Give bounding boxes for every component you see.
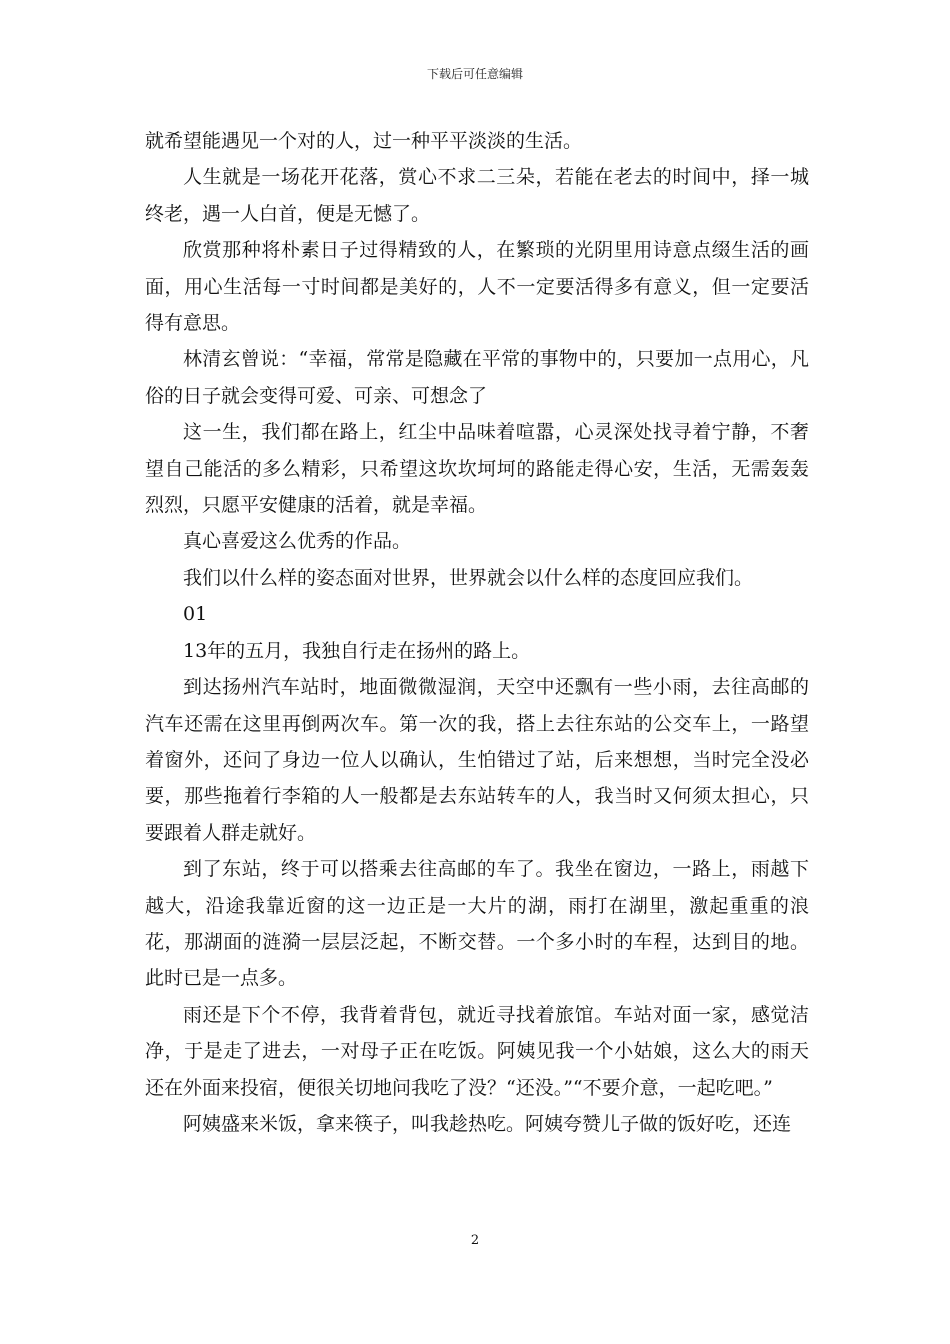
paragraph: 雨还是下个不停，我背着背包，就近寻找着旅馆。车站对面一家，感觉洁净，于是走了进去，一对母子正在吃饭。阿姨见我一个小姑娘，这么大的雨天还在外面来投宿，便很关切地问我吃了没？“还没。”“不要介意，一起吃吧。” — [145, 1003, 809, 1099]
document-body — [145, 123, 809, 1142]
paragraph: 就希望能遇见一个对的人，过一种平平淡淡的生活。 — [145, 130, 583, 152]
paragraph: 真心喜爱这么优秀的作品。 — [183, 530, 412, 553]
paragraph: 人生就是一场花开花落，赏心不求二三朵，若能在老去的时间中，择一城终老，遇一人白首，便是无憾了。 — [145, 166, 809, 225]
paragraph: 13年的五月，我独自行走在扬州的路上。 — [183, 639, 531, 662]
paragraph: 到了东站，终于可以搭乘去往高邮的车了。我坐在窗边，一路上，雨越下越大，沿途我靠近窗的这一边正是一大片的湖，雨打在湖里，激起重重的浪花，那湖面的涟漪一层层泛起，不断交替。一个多小时的车程，达到目的地。此时已是一点多。 — [145, 858, 809, 990]
page-number: 2 — [470, 1233, 480, 1248]
paragraph: 阿姨盛来米饭，拿来筷子，叫我趁热吃。阿姨夸赞儿子做的饭好吃，还连 — [183, 1112, 792, 1135]
paragraph: 这一生，我们都在路上，红尘中品味着喧嚣，心灵深处找寻着宁静，不奢望自己能活的多么精彩，只希望这坎坎坷坷的路能走得心安，生活，无需轰轰烈烈，只愿平安健康的活着，就是幸福。 — [145, 421, 809, 517]
paragraph: 林清玄曾说：“幸福，常常是隐藏在平常的事物中的，只要加一点用心，凡俗的日子就会变得可爱、可亲、可想念了 — [145, 348, 809, 407]
page-header: 下载后可任意编辑 — [426, 67, 523, 81]
paragraph: 我们以什么样的姿态面对世界，世界就会以什么样的态度回应我们。 — [183, 566, 754, 589]
section-number: 01 — [183, 603, 208, 626]
paragraph: 到达扬州汽车站时，地面微微湿润，天空中还飘有一些小雨，去往高邮的汽车还需在这里再倒两次车。第一次的我，搭上去往东站的公交车上，一路望着窗外，还问了身边一位人以确认，生怕错过了站，后来想想，当时完全没必要，那些拖着行李箱的人一般都是去东站转车的人，我当时又何须太担心，只要跟着人群走就好。 — [145, 676, 809, 844]
paragraph: 欣赏那种将朴素日子过得精致的人，在繁琐的光阴里用诗意点缀生活的画面，用心生活每一寸时间都是美好的，人不一定要活得多有意义，但一定要活得有意思。 — [145, 239, 809, 335]
